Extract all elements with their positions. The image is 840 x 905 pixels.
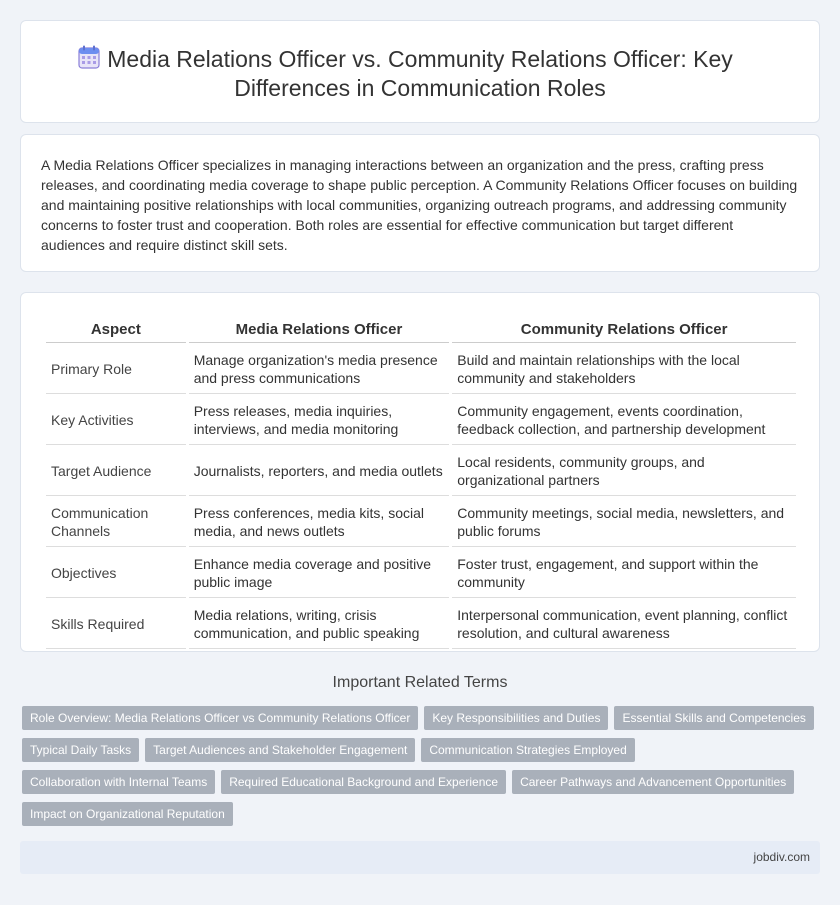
community-cell: Build and maintain relationships with the local community and stakeholders	[452, 345, 796, 394]
community-cell: Interpersonal communication, event planning, conflict resolution, and cultural awareness	[452, 600, 796, 649]
community-cell: Local residents, community groups, and organizational partners	[452, 447, 796, 496]
header-media-relations: Media Relations Officer	[189, 317, 450, 343]
related-term-tag[interactable]: Collaboration with Internal Teams	[22, 770, 215, 794]
intro-card	[20, 134, 820, 272]
related-terms-list	[22, 706, 822, 826]
table-row	[46, 600, 796, 649]
aspect-cell: Skills Required	[46, 600, 186, 649]
community-cell: Community engagement, events coordination, feedback collection, and partnership development	[452, 396, 796, 445]
community-cell: Foster trust, engagement, and support within the community	[452, 549, 796, 598]
table-row	[46, 447, 796, 496]
table-row	[46, 549, 796, 598]
media-cell: Manage organization's media presence and press communications	[189, 345, 450, 394]
related-term-tag[interactable]: Key Responsibilities and Duties	[424, 706, 608, 730]
comparison-card	[20, 292, 820, 652]
aspect-cell: Target Audience	[46, 447, 186, 496]
aspect-cell: Communication Channels	[46, 498, 186, 547]
related-terms-title: Important Related Terms	[332, 674, 508, 691]
footer	[20, 841, 820, 874]
media-cell: Media relations, writing, crisis communication, and public speaking	[189, 600, 450, 649]
related-term-tag[interactable]: Essential Skills and Competencies	[614, 706, 813, 730]
aspect-cell: Primary Role	[46, 345, 186, 394]
header-card	[20, 20, 820, 123]
community-cell: Community meetings, social media, newsletters, and public forums	[452, 498, 796, 547]
header-community-relations: Community Relations Officer	[452, 317, 796, 343]
table-row	[46, 345, 796, 394]
media-cell: Press conferences, media kits, social media, and news outlets	[189, 498, 450, 547]
table-row	[46, 498, 796, 547]
table-row	[46, 396, 796, 445]
related-term-tag[interactable]: Career Pathways and Advancement Opportunities	[512, 770, 794, 794]
footer-site-link[interactable]: jobdiv.com	[753, 850, 810, 864]
comparison-table	[43, 315, 799, 651]
aspect-cell: Objectives	[46, 549, 186, 598]
header-aspect: Aspect	[46, 317, 186, 343]
related-term-tag[interactable]: Target Audiences and Stakeholder Engagement	[145, 738, 415, 762]
media-cell: Enhance media coverage and positive public image	[189, 549, 450, 598]
related-term-tag[interactable]: Role Overview: Media Relations Officer vs Community Relations Officer	[22, 706, 418, 730]
related-term-tag[interactable]: Required Educational Background and Experience	[221, 770, 506, 794]
intro-paragraph: A Media Relations Officer specializes in managing interactions between an organization and the press, crafting press releases, and coordinating media coverage to shape public perception. A Community Relations Officer focuses on building and maintaining positive relationships with local communities, organizing outreach programs, and addressing community concerns to foster trust and cooperation. Both roles are essential for effective communication but target different audiences and require distinct skill sets.	[41, 157, 798, 253]
table-header-row	[46, 317, 796, 343]
aspect-cell: Key Activities	[46, 396, 186, 445]
related-term-tag[interactable]: Communication Strategies Employed	[421, 738, 634, 762]
page-title: Media Relations Officer vs. Community Relations Officer: Key Differences in Communication Roles	[107, 46, 733, 101]
related-term-tag[interactable]: Impact on Organizational Reputation	[22, 802, 233, 826]
media-cell: Press releases, media inquiries, interviews, and media monitoring	[189, 396, 450, 445]
related-term-tag[interactable]: Typical Daily Tasks	[22, 738, 139, 762]
media-cell: Journalists, reporters, and media outlets	[189, 447, 450, 496]
